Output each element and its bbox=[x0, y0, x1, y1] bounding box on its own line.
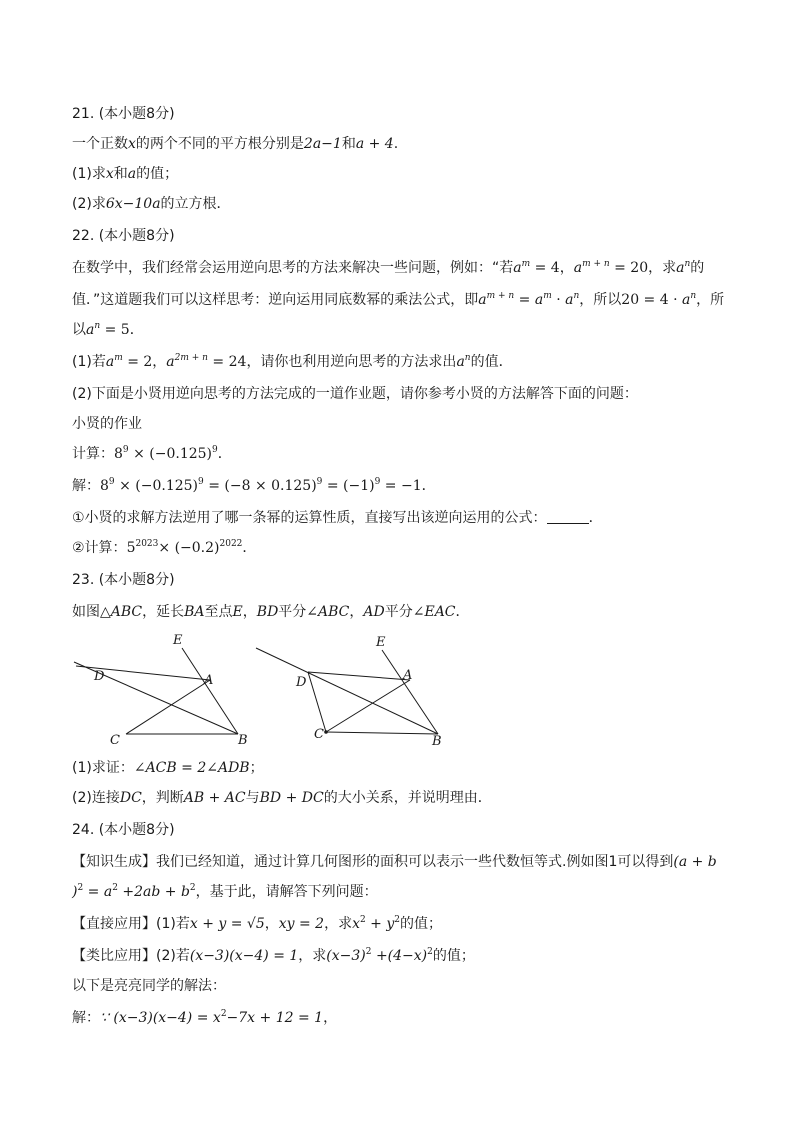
q23-header: 23. (本小题8分) bbox=[72, 572, 175, 588]
line-eb bbox=[182, 648, 238, 734]
fig1-label-a: A bbox=[204, 673, 214, 688]
q24-knowledge-line1: 【知识生成】我们已经知道，通过计算几何图形的面积可以表示一些代数恒等式.例如图1可以得到(a + b bbox=[72, 854, 717, 870]
fig1-label-c: C bbox=[110, 733, 120, 748]
q22-intro-line2: 值．”这道题我们可以这样思考：逆向运用同底数幂的乘法公式，即$a^{m + n} = a^m \cdot a^n$，所以$20 = 4 \cdot a^n$，所 bbox=[72, 291, 725, 308]
line-ca bbox=[126, 680, 210, 734]
q21-part1: (1)求x和a的值； bbox=[72, 166, 179, 182]
q22-part1: (1)若$a^m = 2$，$a^{2m + n} = 24$，请你也利用逆向思考的方法求出$a^n$的值． bbox=[72, 353, 513, 370]
geometry-figure-2 bbox=[252, 628, 452, 750]
fig2-label-e: E bbox=[376, 635, 386, 650]
answer-blank bbox=[547, 509, 589, 524]
q22-header: 22. (本小题8分) bbox=[72, 228, 175, 244]
q23-stem: 如图△ABC，延长BA至点E，BD平分∠ABC，AD平分∠EAC． bbox=[72, 604, 470, 620]
q22-intro-line1: 在数学中，我们经常会运用逆向思考的方法来解决一些问题，例如：“若$a^m = 4$，$a^{m + n} = 20$，求$a^n$的 bbox=[72, 259, 705, 276]
fig1-label-b: B bbox=[238, 733, 248, 748]
q21-part2: (2)求6x−10a的立方根． bbox=[72, 196, 231, 212]
line-dc bbox=[308, 672, 326, 732]
q24-analogy-application: 【类比应用】(2)若(x−3)(x−4) = 1，求$(x-3)^2 +(4-x)^2$的值； bbox=[72, 947, 475, 964]
line-ca bbox=[326, 680, 410, 732]
q22-question1: ①小贤的求解方法逆用了哪一条幂的运算性质，直接写出该逆向运用的公式： ． bbox=[72, 510, 603, 526]
geometry-figure-1 bbox=[70, 628, 260, 750]
q22-part2: (2)下面是小贤用逆向思考的方法完成的一道作业题，请你参考小贤的方法解答下面的问题： bbox=[72, 386, 638, 402]
q22-homework-title: 小贤的作业 bbox=[72, 416, 142, 432]
q22-intro-line3: 以$a^n = 5$． bbox=[72, 321, 144, 338]
line-db bbox=[256, 648, 438, 734]
q24-knowledge-line2: )$^2 = a^2 +2ab + b^2$，基于此，请解答下列问题： bbox=[72, 883, 378, 900]
q24-solution-line: 解：∵ $(x-3)(x-4) = x^2-7x + 12 = 1$， bbox=[72, 1009, 338, 1026]
fig2-label-a: A bbox=[403, 668, 413, 683]
q22-question2: ②计算：$5^{2023}\times (-0.2)^{2022}$． bbox=[72, 539, 257, 556]
q23-part2: (2)连接DC，判断AB + AC与BD + DC的大小关系，并说明理由． bbox=[72, 790, 492, 806]
fig1-label-d: D bbox=[94, 669, 105, 684]
q21-stem: 一个正数x的两个不同的平方根分别是2a−1和a + 4. bbox=[72, 136, 399, 152]
fig1-label-e: E bbox=[173, 633, 183, 648]
q24-direct-application: 【直接应用】(1)若x + y = √5，xy = 2，求$x^2 + y^2$的值； bbox=[72, 915, 443, 932]
q22-homework-solution: 解：$8^9 \times (-0.125)^9 = (-8 \times 0.125)^9 = (-1)^9 = -1$． bbox=[72, 477, 436, 494]
q23-part1: (1)求证：∠ACB = 2∠ADB； bbox=[72, 760, 264, 776]
q24-header: 24. (本小题8分) bbox=[72, 822, 175, 838]
q21-header: 21. (本小题8分) bbox=[72, 106, 175, 122]
line-cb bbox=[326, 732, 438, 734]
q22-homework-calc: 计算：$8^9 \times (-0.125)^9$． bbox=[72, 445, 232, 462]
line-da bbox=[308, 672, 410, 680]
fig2-label-d: D bbox=[296, 675, 307, 690]
fig2-label-c: C bbox=[314, 727, 324, 742]
fig2-label-b: B bbox=[432, 734, 442, 749]
point-c bbox=[324, 730, 328, 734]
q24-solution-intro: 以下是亮亮同学的解法： bbox=[72, 978, 226, 994]
